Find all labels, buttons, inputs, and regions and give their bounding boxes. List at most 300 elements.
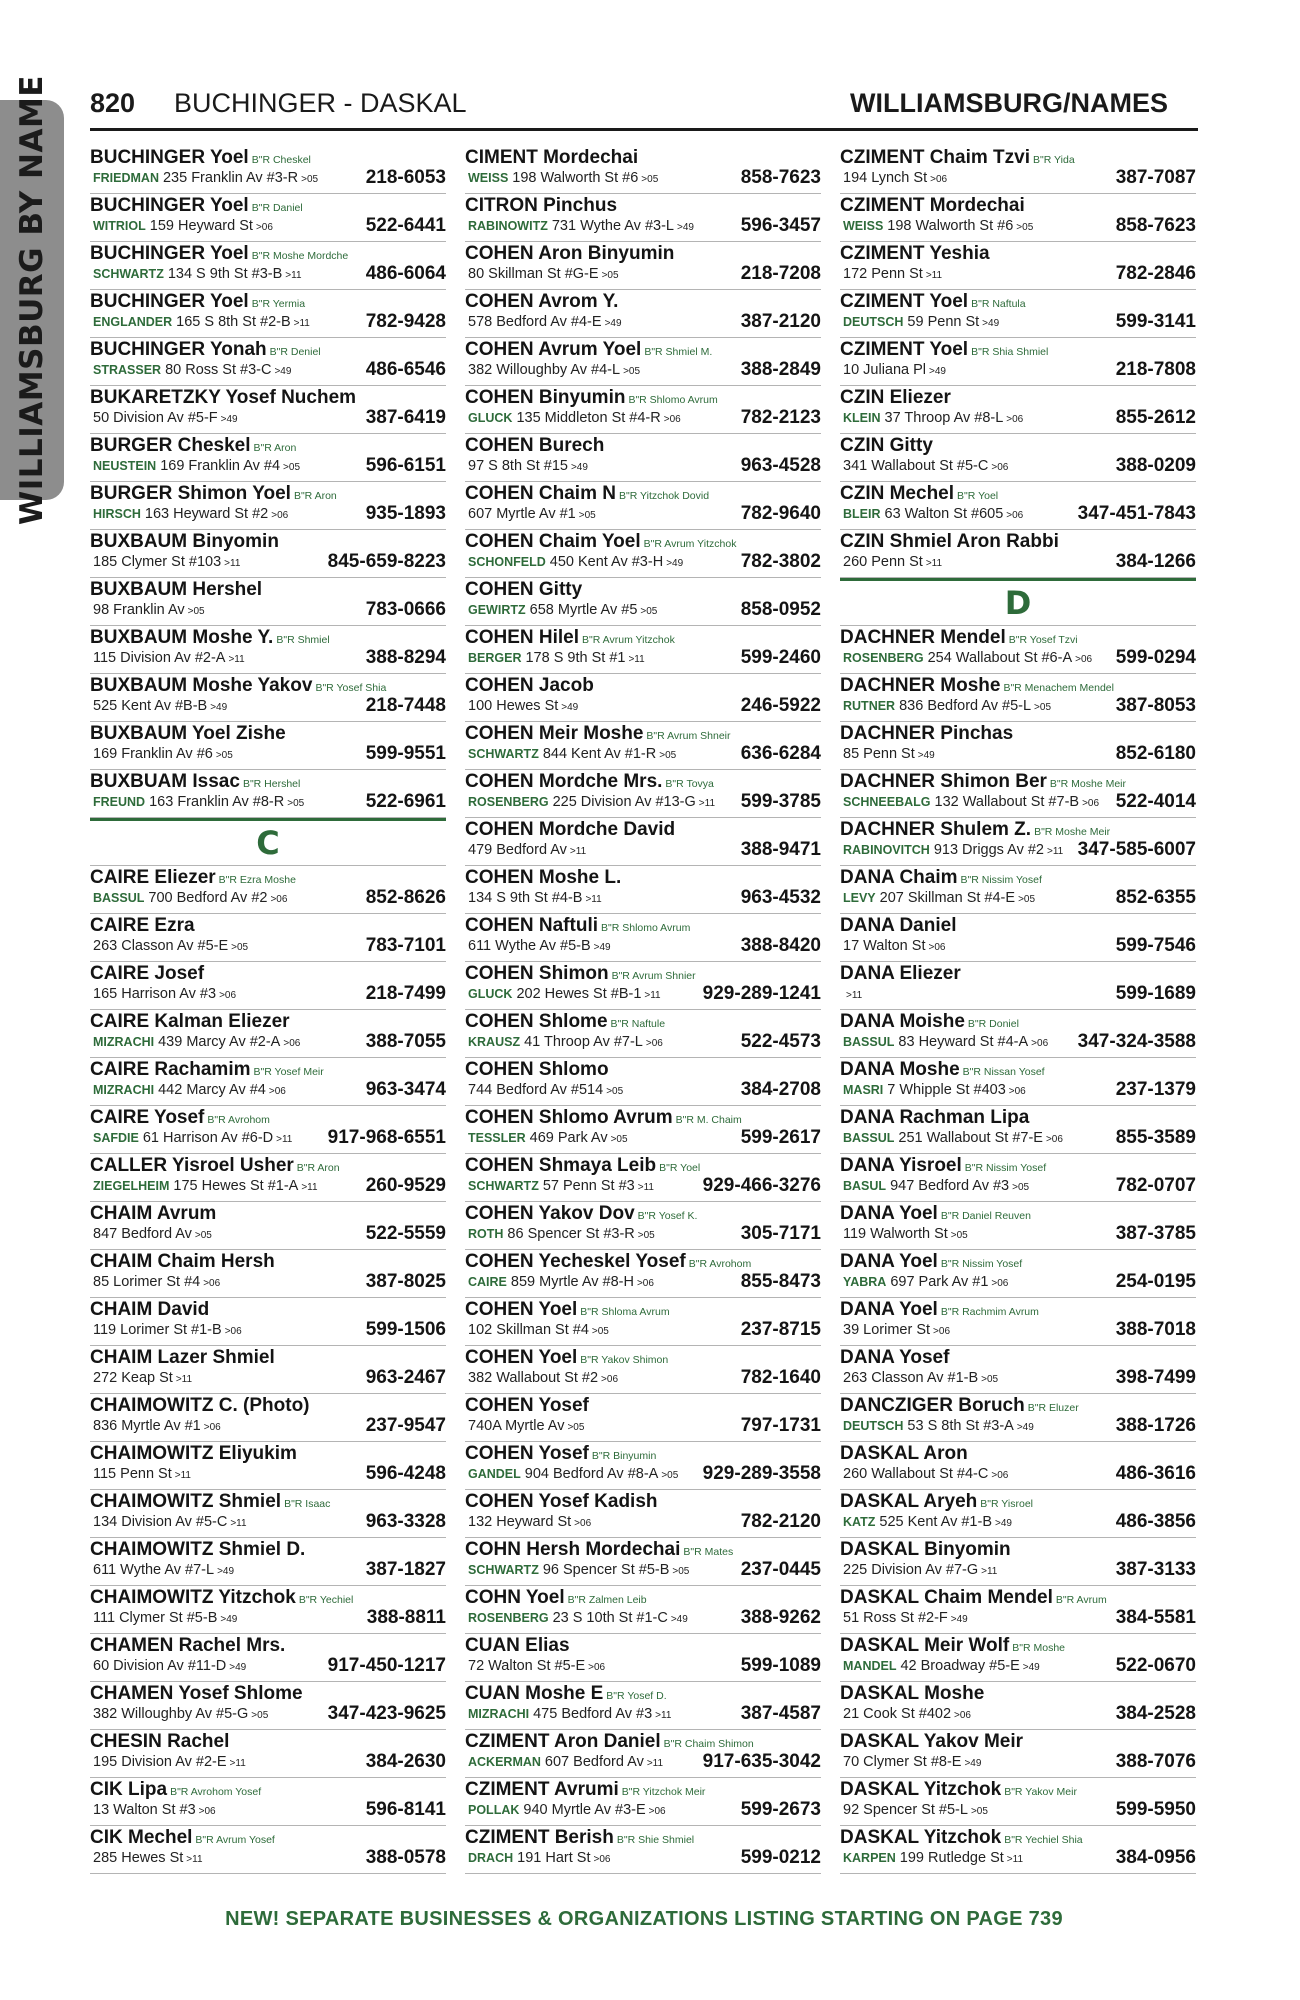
entry-name-line <box>840 339 1196 361</box>
entry-name: COHEN Shmaya Leib <box>465 1155 657 1176</box>
entry-zip: >11 <box>981 1566 998 1577</box>
entry-address-line <box>468 170 658 186</box>
entry-maiden-name: YABRA <box>843 1275 887 1289</box>
entry-phone: 384-2708 <box>737 1079 821 1101</box>
entry-maiden-name: ROSENBERG <box>468 1611 549 1625</box>
entry-address: 50 Division Av #5-F <box>93 410 218 426</box>
entry-name: COHEN Meir Moshe <box>465 723 644 744</box>
entry-name: BUXBAUM Yoel Zishe <box>90 723 286 744</box>
entry-name: CHAIMOWITZ C. (Photo) <box>90 1395 310 1416</box>
entry-name-line <box>90 723 446 745</box>
entry-zip: >06 <box>574 1518 592 1529</box>
listing-entry <box>90 866 446 914</box>
entry-phone: 929-466-3276 <box>699 1175 821 1197</box>
entry-phone: 237-8715 <box>737 1319 821 1341</box>
entry-father-name: B"R M. Chaim <box>675 1114 742 1126</box>
entry-name: BUCHINGER Yonah <box>90 339 267 360</box>
entry-zip: >05 <box>567 1422 585 1433</box>
entry-address: 98 Franklin Av <box>93 602 185 618</box>
entry-address: 169 Franklin Av #4 <box>160 458 281 474</box>
listing-entry <box>465 530 821 578</box>
entry-father-name: B"R Shmiel M. <box>644 346 713 358</box>
entry-maiden-name: GANDEL <box>468 1467 521 1481</box>
entry-phone: 797-1731 <box>737 1415 821 1437</box>
entry-father-name: B"R Yitzchok Dovid <box>618 490 710 502</box>
entry-name-line <box>90 1011 446 1033</box>
entry-maiden-name: ROTH <box>468 1227 504 1241</box>
entry-zip: >11 <box>585 894 602 905</box>
entry-zip: >05 <box>1018 894 1036 905</box>
listing-entry <box>840 1634 1196 1682</box>
entry-name-line <box>90 579 446 601</box>
entry-name: BUXBUAM Issac <box>90 771 240 792</box>
entry-zip: >49 <box>670 1614 688 1625</box>
listing-entry <box>90 1442 446 1490</box>
entry-name: CHAIMOWITZ Shmiel <box>90 1491 282 1512</box>
entry-name-line <box>90 1251 446 1273</box>
entry-father-name: B"R Isaac <box>284 1498 331 1510</box>
entry-father-name: B"R Shloma Avrum <box>580 1306 670 1318</box>
entry-address: 904 Bedford Av #8-A <box>524 1466 659 1482</box>
entry-address: 450 Kent Av #3-H <box>549 554 664 570</box>
entry-zip: >06 <box>663 414 681 425</box>
entry-phone: 387-7087 <box>1112 167 1196 189</box>
entry-phone: 347-423-9625 <box>324 1703 446 1725</box>
listing-entry <box>465 1250 821 1298</box>
entry-phone: 599-0212 <box>737 1847 821 1869</box>
entry-father-name: B"R Nissim Yosef <box>964 1162 1047 1174</box>
entry-address-line <box>843 1706 971 1722</box>
entry-phone: 917-450-1217 <box>324 1655 446 1677</box>
listing-entry <box>840 1394 1196 1442</box>
entry-phone: 522-5559 <box>362 1223 446 1245</box>
listing-entry <box>90 482 446 530</box>
entry-name-line <box>840 291 1196 313</box>
entry-address-line <box>843 554 942 570</box>
entry-zip: >05 <box>1012 1182 1030 1193</box>
listing-entry <box>90 1202 446 1250</box>
listing-entry <box>465 1538 821 1586</box>
entry-address: 37 Throop Av #8-L <box>884 410 1004 426</box>
entry-phone: 486-3856 <box>1112 1511 1196 1533</box>
listing-entry <box>90 1250 446 1298</box>
entry-father-name: B"R Naftule <box>610 1018 666 1030</box>
entry-phone: 782-2120 <box>737 1511 821 1533</box>
entry-name: COHEN Aron Binyumin <box>465 243 675 264</box>
entry-name: COHEN Naftuli <box>465 915 598 936</box>
entry-phone: 486-6064 <box>362 263 446 285</box>
entry-address-line <box>843 218 1033 234</box>
page-header <box>90 88 1198 131</box>
entry-name-line <box>840 1443 1196 1465</box>
entry-maiden-name: BERGER <box>468 651 522 665</box>
entry-father-name: B"R Cheskel <box>251 154 311 166</box>
entry-address-line <box>93 1130 292 1146</box>
entry-name-line <box>90 531 446 553</box>
entry-name-line <box>90 339 446 361</box>
entry-name-line <box>465 1251 821 1273</box>
entry-phone: 218-6053 <box>362 167 446 189</box>
entry-phone: 388-9262 <box>737 1607 821 1629</box>
entry-zip: >05 <box>640 606 658 617</box>
entry-name: BURGER Shimon Yoel <box>90 483 291 504</box>
entry-name-line <box>465 771 821 793</box>
entry-address-line <box>468 986 661 1002</box>
entry-zip: >05 <box>283 462 301 473</box>
entry-father-name: B"R Yosef K. <box>637 1210 698 1222</box>
entry-maiden-name: STRASSER <box>93 363 162 377</box>
entry-address: 135 Middleton St #4-R <box>516 410 661 426</box>
entry-address: 17 Walton St <box>843 938 926 954</box>
page-range: BUCHINGER - DASKAL <box>174 88 467 118</box>
entry-zip: >05 <box>1016 222 1034 233</box>
entry-maiden-name: SCHONFELD <box>468 555 546 569</box>
entry-address: 611 Wythe Av #5-B <box>468 938 591 954</box>
listing-entry <box>465 1682 821 1730</box>
entry-address: 21 Cook St #402 <box>843 1706 952 1722</box>
entry-address-line <box>468 890 602 906</box>
entry-zip: >49 <box>917 750 935 761</box>
entry-name-line <box>840 627 1196 649</box>
entry-address-line <box>93 1370 192 1386</box>
entry-name: DASKAL Aryeh <box>840 1491 978 1512</box>
entry-phone: 388-8420 <box>737 935 821 957</box>
entry-name: BUCHINGER Yoel <box>90 291 249 312</box>
entry-name: DASKAL Yakov Meir <box>840 1731 1024 1752</box>
entry-address: 83 Heyward St #4-A <box>898 1034 1029 1050</box>
entry-name-line <box>840 1203 1196 1225</box>
entry-name-line <box>840 915 1196 937</box>
entry-father-name: B"R Deniel <box>269 346 321 358</box>
entry-father-name: B"R Binyumin <box>591 1450 657 1462</box>
entry-name: DANA Chaim <box>840 867 958 888</box>
entry-name: DASKAL Chaim Mendel <box>840 1587 1053 1608</box>
entry-phone: 254-0195 <box>1112 1271 1196 1293</box>
entry-maiden-name: SAFDIE <box>93 1131 139 1145</box>
entry-name-line <box>840 1539 1196 1561</box>
entry-phone: 782-0707 <box>1112 1175 1196 1197</box>
entry-address: 947 Bedford Av #3 <box>890 1178 1010 1194</box>
entry-zip: >05 <box>672 1566 690 1577</box>
entry-address: 60 Division Av #11-D <box>93 1658 227 1674</box>
entry-address: 163 Franklin Av #8-R <box>149 794 285 810</box>
entry-name: COHEN Avrum Yoel <box>465 339 642 360</box>
entry-maiden-name: KATZ <box>843 1515 876 1529</box>
entry-address-line <box>93 362 291 378</box>
entry-father-name: B"R Shmiel <box>276 634 330 646</box>
entry-address-line <box>468 1130 628 1146</box>
entry-zip: >49 <box>220 414 238 425</box>
entry-father-name: B"R Avrum Yosef <box>195 1834 275 1846</box>
entry-father-name: B"R Shlomo Avrum <box>601 922 691 934</box>
entry-name-line <box>90 1347 446 1369</box>
listing-entry <box>840 1682 1196 1730</box>
entry-zip: >06 <box>283 1038 301 1049</box>
listing-entry <box>90 962 446 1010</box>
entry-father-name: B"R Yoel <box>957 490 999 502</box>
entry-address-line <box>468 1754 663 1770</box>
listing-entry <box>840 1586 1196 1634</box>
entry-address: 272 Keap St <box>93 1370 173 1386</box>
entry-father-name: B"R Yakov Shimon <box>580 1354 669 1366</box>
entry-address-line <box>468 1178 654 1194</box>
entry-address-line <box>93 1418 221 1434</box>
footer-notice: NEW! SEPARATE BUSINESSES & ORGANIZATIONS LISTING STARTING ON PAGE 739 <box>225 1908 1063 1930</box>
entry-name-line <box>465 1443 821 1465</box>
entry-phone: 522-4014 <box>1112 791 1196 813</box>
entry-name: DASKAL Aron <box>840 1443 968 1464</box>
entry-address: 442 Marcy Av #4 <box>158 1082 266 1098</box>
entry-name-line <box>840 1011 1196 1033</box>
entry-father-name: B"R Moshe <box>1012 1642 1065 1654</box>
entry-name: CZIMENT Chaim Tzvi <box>840 147 1031 168</box>
entry-phone: 218-7808 <box>1112 359 1196 381</box>
entry-address: 382 Willoughby Av #5-G <box>93 1706 249 1722</box>
entry-phone: 599-7546 <box>1112 935 1196 957</box>
listing-entry <box>465 1442 821 1490</box>
entry-name-line <box>90 915 446 937</box>
entry-maiden-name: SCHNEEBALG <box>843 795 931 809</box>
entry-address-line <box>93 1034 300 1050</box>
entry-name-line <box>465 1731 821 1753</box>
entry-zip: >05 <box>661 1470 679 1481</box>
entry-address: 185 Clymer St #103 <box>93 554 222 570</box>
entry-address: 165 Harrison Av #3 <box>93 986 217 1002</box>
entry-name: DANA Yosef <box>840 1347 950 1368</box>
listing-entry <box>465 818 821 866</box>
entry-address-line <box>468 1274 654 1290</box>
entry-phone: 388-7055 <box>362 1031 446 1053</box>
entry-father-name: B"R Yitzchok Meir <box>621 1786 706 1798</box>
entry-phone: 782-9428 <box>362 311 446 333</box>
entry-address-line <box>468 1706 671 1722</box>
entry-zip: >49 <box>1016 1422 1034 1433</box>
entry-name-line <box>840 963 1196 985</box>
listing-entry <box>465 1346 821 1394</box>
entry-name-line <box>840 243 1196 265</box>
entry-address: 72 Walton St #5-E <box>468 1658 586 1674</box>
listing-entry <box>840 1346 1196 1394</box>
entry-zip: >11 <box>698 798 716 809</box>
entry-phone: 237-9547 <box>362 1415 446 1437</box>
entry-phone: 596-8141 <box>362 1799 446 1821</box>
listing-entry <box>465 242 821 290</box>
listing-entry <box>465 338 821 386</box>
entry-address: 102 Skillman St #4 <box>468 1322 589 1338</box>
entry-address-line <box>843 1610 968 1626</box>
entry-name-line <box>840 1683 1196 1705</box>
entry-phone: 387-8025 <box>362 1271 446 1293</box>
entry-name-line <box>90 147 446 169</box>
entry-maiden-name: GLUCK <box>468 987 513 1001</box>
entry-address: 23 S 10th St #1-C <box>552 1610 668 1626</box>
entry-address: 59 Penn St <box>907 314 980 330</box>
entry-name-line <box>90 1299 446 1321</box>
entry-name-line <box>465 1587 821 1609</box>
entry-name-line <box>90 771 446 793</box>
entry-zip: >06 <box>219 990 237 1001</box>
entry-zip: >49 <box>220 1614 238 1625</box>
entry-father-name: B"R Yisroel <box>980 1498 1033 1510</box>
entry-name-line <box>90 1539 446 1561</box>
listing-entry <box>90 1490 446 1538</box>
entry-address: 382 Willoughby Av #4-L <box>468 362 621 378</box>
entry-address: 165 S 8th St #2-B <box>176 314 291 330</box>
entry-address-line <box>93 1178 318 1194</box>
entry-address-line <box>93 1706 268 1722</box>
entry-phone: 387-2120 <box>737 311 821 333</box>
entry-name: DACHNER Shulem Z. <box>840 819 1032 840</box>
entry-maiden-name: KRAUSZ <box>468 1035 521 1049</box>
entry-address: 198 Walworth St #6 <box>887 218 1014 234</box>
entry-phone: 522-6441 <box>362 215 446 237</box>
entry-name: CIMENT Mordechai <box>465 147 639 168</box>
entry-address-line <box>843 410 1023 426</box>
entry-father-name: B"R Avrohom <box>207 1114 270 1126</box>
entry-name: CAIRE Rachamim <box>90 1059 251 1080</box>
listing-entry <box>840 914 1196 962</box>
entry-name: DANA Rachman Lipa <box>840 1107 1030 1128</box>
entry-name: DACHNER Mendel <box>840 627 1006 648</box>
entry-name: CZIN Mechel <box>840 483 955 504</box>
entry-zip: >06 <box>1082 798 1100 809</box>
entry-zip: >06 <box>601 1374 619 1385</box>
entry-phone: 384-2528 <box>1112 1703 1196 1725</box>
entry-maiden-name: TESSLER <box>468 1131 526 1145</box>
entry-name: CIK Mechel <box>90 1827 193 1848</box>
entry-name: COHEN Shimon <box>465 963 609 984</box>
entry-name-line <box>465 243 821 265</box>
entry-phone: 917-635-3042 <box>699 1751 821 1773</box>
entry-name-line <box>465 531 821 553</box>
entry-name-line <box>465 627 821 649</box>
entry-maiden-name: ZIEGELHEIM <box>93 1179 170 1193</box>
listing-entry <box>840 1250 1196 1298</box>
entry-zip: >49 <box>929 366 946 377</box>
entry-father-name: B"R Ezra Moshe <box>218 874 296 886</box>
entry-zip: >11 <box>224 558 241 569</box>
entry-maiden-name: SCHWARTZ <box>468 1179 539 1193</box>
entry-zip: >11 <box>646 1758 664 1769</box>
entry-address-line <box>843 938 945 954</box>
entry-phone: 388-0209 <box>1112 455 1196 477</box>
entry-maiden-name: MIZRACHI <box>93 1035 155 1049</box>
entry-address-line <box>468 1322 609 1338</box>
entry-maiden-name: RABINOWITZ <box>468 219 548 233</box>
entry-father-name: B"R Nissim Yosef <box>940 1258 1023 1270</box>
listing-entry <box>840 146 1196 194</box>
entry-phone: 599-2460 <box>737 647 821 669</box>
entry-name: DANA Daniel <box>840 915 957 936</box>
entry-address-line <box>468 266 619 282</box>
entry-address-line <box>468 218 694 234</box>
entry-zip: >11 <box>229 1758 246 1769</box>
entry-address-line <box>93 410 238 426</box>
entry-zip: >06 <box>933 1326 951 1337</box>
entry-name: BUCHINGER Yoel <box>90 243 249 264</box>
entry-address-line <box>468 650 645 666</box>
entry-phone: 305-7171 <box>737 1223 821 1245</box>
entry-phone: 218-7448 <box>362 695 446 717</box>
entry-maiden-name: SCHWARTZ <box>468 1563 539 1577</box>
entry-address: 207 Skillman St #4-E <box>879 890 1016 906</box>
entry-address-line <box>843 1322 950 1338</box>
entry-phone: 237-1379 <box>1112 1079 1196 1101</box>
entry-zip: >05 <box>591 1326 609 1337</box>
listing-entry <box>465 1058 821 1106</box>
entry-zip: >49 <box>964 1758 982 1769</box>
entry-name-line <box>90 1779 446 1801</box>
entry-name-line <box>840 1059 1196 1081</box>
listing-entry <box>840 530 1196 578</box>
entry-address-line <box>468 1802 666 1818</box>
entry-address-line <box>93 602 205 618</box>
entry-address: 51 Ross St #2-F <box>843 1610 948 1626</box>
entry-name-line <box>840 1347 1196 1369</box>
entry-name-line <box>465 1347 821 1369</box>
entry-address: 100 Hewes St <box>468 698 559 714</box>
entry-zip: >06 <box>255 222 273 233</box>
entry-name: CZIMENT Aron Daniel <box>465 1731 661 1752</box>
entry-maiden-name: GLUCK <box>468 411 513 425</box>
entry-phone: 384-1266 <box>1112 551 1196 573</box>
entry-address: 198 Walworth St #6 <box>512 170 639 186</box>
entry-father-name: B"R Eluzer <box>1027 1402 1079 1414</box>
entry-address: 96 Spencer St #5-B <box>542 1562 670 1578</box>
entry-phone: 387-3785 <box>1112 1223 1196 1245</box>
entry-address: 134 S 9th St #4-B <box>468 890 583 906</box>
entry-zip: >06 <box>270 894 288 905</box>
entry-name-line <box>90 243 446 265</box>
entry-name: CUAN Moshe E <box>465 1683 604 1704</box>
entry-name-line <box>465 483 821 505</box>
entry-name-line <box>465 1779 821 1801</box>
listing-entry <box>90 1826 446 1874</box>
entry-phone: 388-0578 <box>362 1847 446 1869</box>
entry-name: COHEN Yoel <box>465 1299 578 1320</box>
entry-father-name: B"R Yida <box>1033 154 1075 166</box>
entry-address: 341 Wallabout St #5-C <box>843 458 989 474</box>
section-name: WILLIAMSBURG/NAMES <box>850 88 1168 118</box>
entry-zip: >06 <box>1045 1134 1063 1145</box>
entry-name: CUAN Elias <box>465 1635 570 1656</box>
entry-name-line <box>465 1155 821 1177</box>
listing-entry <box>840 194 1196 242</box>
entry-name-line <box>465 723 821 745</box>
entry-phone: 596-6151 <box>362 455 446 477</box>
entry-address-line <box>843 1466 1008 1482</box>
entry-name: DACHNER Moshe <box>840 675 1001 696</box>
listing-entry <box>465 1394 821 1442</box>
listing-entry <box>840 1058 1196 1106</box>
entry-address-line <box>843 698 1051 714</box>
entry-zip: >05 <box>251 1710 269 1721</box>
entry-address: 199 Rutledge St <box>899 1850 1004 1866</box>
listing-entry <box>465 1634 821 1682</box>
entry-address: 97 S 8th St #15 <box>468 458 568 474</box>
entry-address: 836 Bedford Av #5-L <box>899 698 1032 714</box>
entry-name: COHEN Hilel <box>465 627 580 648</box>
entry-name: COHEN Mordche David <box>465 819 676 840</box>
listing-entry <box>840 674 1196 722</box>
listing-entry <box>840 1154 1196 1202</box>
entry-phone: 855-3589 <box>1112 1127 1196 1149</box>
entry-father-name: B"R Yosef D. <box>606 1690 667 1702</box>
listing-entry <box>465 146 821 194</box>
listing-entry <box>90 770 446 818</box>
entry-name: CZIMENT Berish <box>465 1827 614 1848</box>
entry-zip: >11 <box>655 1710 672 1721</box>
